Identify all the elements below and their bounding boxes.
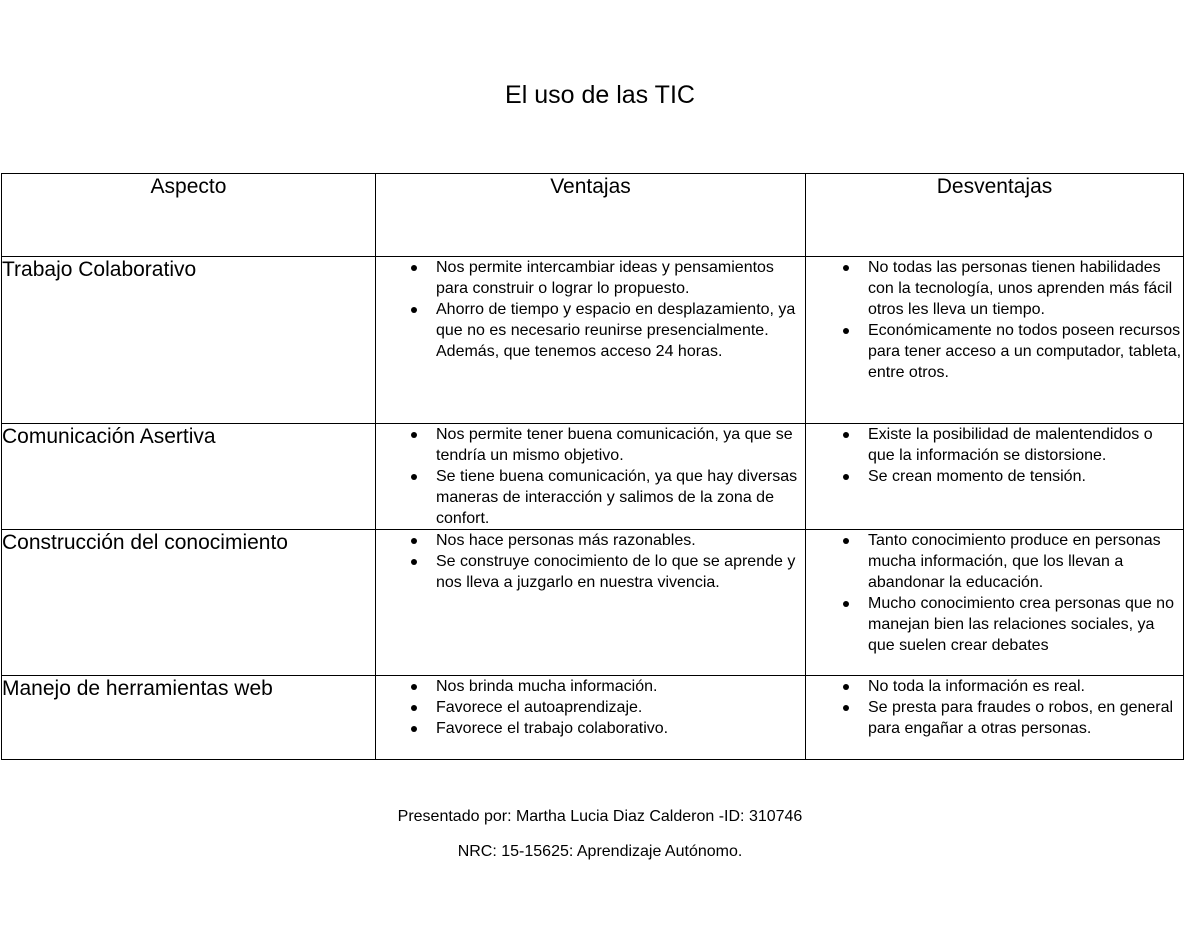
list-item: Se crean momento de tensión. [868,466,1183,487]
header-ventajas: Ventajas [376,174,806,257]
aspect-cell: Construcción del conocimiento [2,530,376,676]
desventajas-list [806,257,1183,383]
desventajas-cell [806,676,1184,760]
list-item: Nos permite intercambiar ideas y pensamientos para construir o lograr lo propuesto. [436,257,805,299]
list-item: Tanto conocimiento produce en personas mucha información, que los llevan a abandonar la educación. [868,530,1183,593]
desventajas-list [806,676,1183,739]
list-item: Económicamente no todos poseen recursos para tener acceso a un computador, tableta, entre otros. [868,322,1182,381]
aspect-cell: Trabajo Colaborativo [2,257,376,424]
list-item: Favorece el autoaprendizaje. [436,697,805,718]
desventajas-cell [806,424,1184,530]
table-row [2,424,1184,530]
list-item: Existe la posibilidad de malentendidos o que la información se distorsione. [868,424,1183,466]
page-title: El uso de las TIC [505,81,695,109]
table-header-row [2,174,1184,257]
header-aspecto: Aspecto [2,174,376,257]
list-item: Favorece el trabajo colaborativo. [436,718,805,739]
table-row [2,676,1184,760]
list-item: Se tiene buena comunicación, ya que hay diversas maneras de interacción y salimos de la zona de confort. [436,466,805,529]
ventajas-cell [376,676,806,760]
list-item: Se construye conocimiento de lo que se aprende y nos lleva a juzgarlo en nuestra vivencia. [436,551,805,593]
table-row [2,257,1184,424]
ventajas-list [376,257,805,362]
tic-comparison-table [1,173,1184,760]
list-item: Nos brinda mucha información. [436,676,805,697]
ventajas-cell [376,530,806,676]
ventajas-cell [376,424,806,530]
list-item: Se presta para fraudes o robos, en general para engañar a otras personas. [868,697,1183,739]
list-item: Nos permite tener buena comunicación, ya que se tendría un mismo objetivo. [436,424,805,466]
list-item: Mucho conocimiento crea personas que no manejan bien las relaciones sociales, ya que suelen crear debates [868,593,1183,656]
list-item: No toda la información es real. [868,676,1183,697]
table-row [2,530,1184,676]
list-item: No todas las personas tienen habilidades con la tecnología, unos aprenden más fácil otros les lleva un tiempo. [868,257,1183,320]
ventajas-list [376,676,805,739]
list-item: Ahorro de tiempo y espacio en desplazamiento, ya que no es necesario reunirse presencialmente. Además, que tenemos acceso 24 horas. [436,299,805,362]
desventajas-cell [806,257,1184,424]
ventajas-list [376,424,805,529]
course-reference: NRC: 15-15625: Aprendizaje Autónomo. [457,843,743,860]
aspect-cell: Comunicación Asertiva [2,424,376,530]
presenter-credit: Presentado por: Martha Lucia Diaz Calderon -ID: 310746 [397,808,803,825]
desventajas-list [806,530,1183,656]
ventajas-list [376,530,805,593]
list-item: Nos hace personas más razonables. [436,530,805,551]
header-desventajas: Desventajas [806,174,1184,257]
ventajas-cell [376,257,806,424]
desventajas-list [806,424,1183,487]
desventajas-cell [806,530,1184,676]
aspect-cell: Manejo de herramientas web [2,676,376,760]
